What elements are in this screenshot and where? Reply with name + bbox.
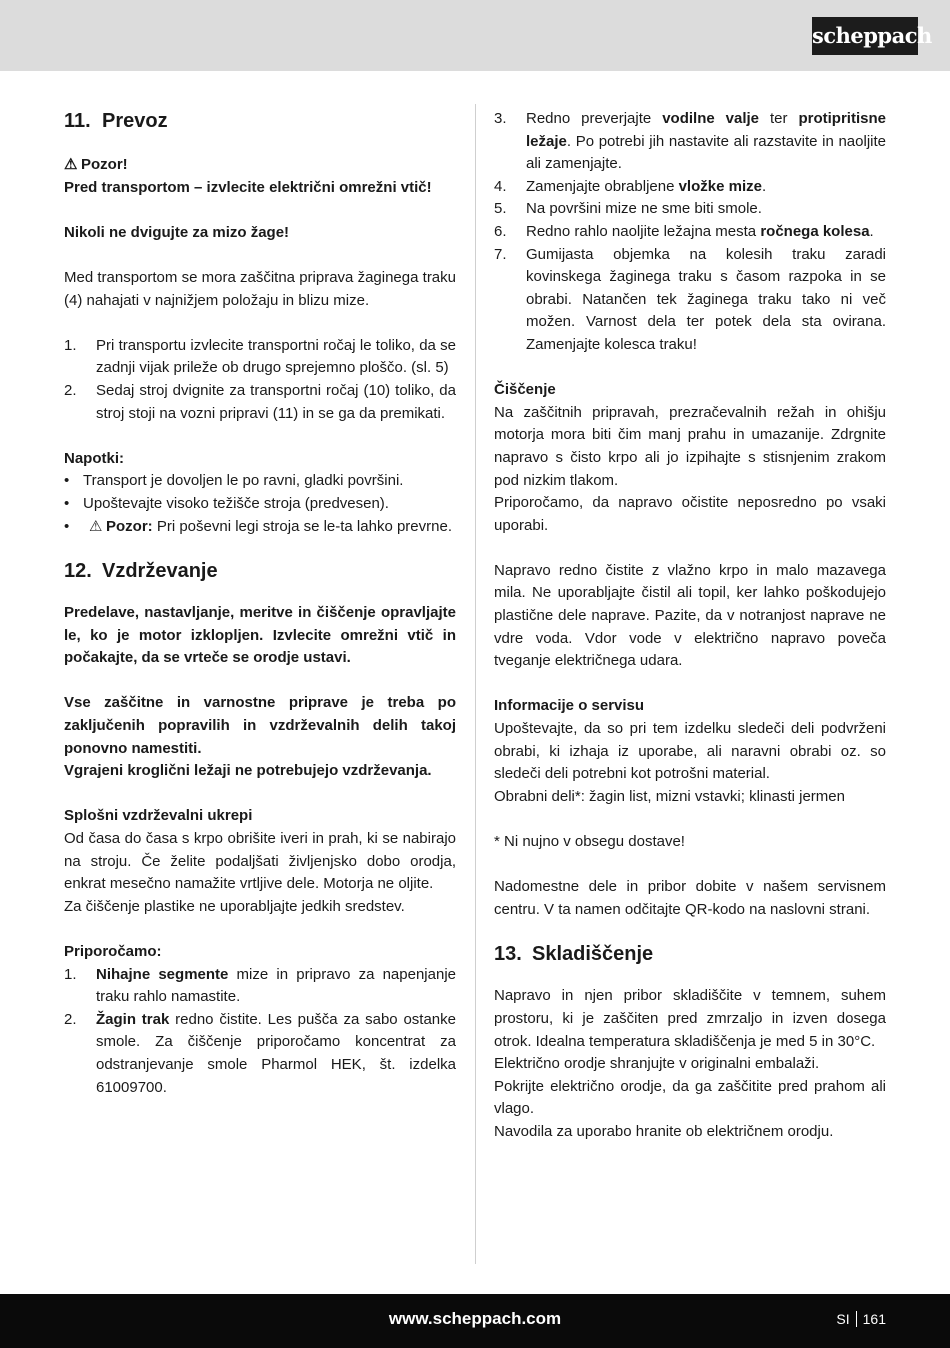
left-column: [64, 108, 456, 1099]
cleaning-text-1: Na zaščitnih pripravah, prezračevalnih režah in ohišju motorja mora biti čim manj prahu in umazanije. Zdrgnite napravo s čisto krpo ali jo izpihajte s stisnjenim zrakom pod nizkim tlakom.: [494, 403, 886, 489]
website-link[interactable]: www.scheppach.com: [388, 1309, 562, 1328]
spare-parts-text: Nadomestne dele in pribor dobite v našem servisnem centru. V ta namen odčitajte QR-kodo na naslovni strani.: [494, 878, 886, 918]
transport-steps: [64, 335, 456, 425]
list-item: 1. Pri transportu izvlecite transportni ročaj le toliko, da se zadnji vijak prileže ob drugo sprejemno ploščo. (sl. 5): [64, 336, 456, 377]
list-item: 1. Nihajne segmente mize in pripravo za napenjanje traku rahlo namastite.: [64, 965, 456, 1006]
wear-parts: Obrabni deli*: žagin list, mizni vstavki; klinasti jermen: [494, 787, 845, 805]
recommend-list-continued: [494, 108, 886, 357]
list-item: 2. Žagin trak redno čistite. Les pušča za sabo ostanke smole. Za čiščenje priporočamo koncentrat za odstranjevanje smole Pharmol HEK, št. izdelka 61009700.: [64, 1010, 456, 1096]
notes-title: Napotki:: [64, 449, 124, 467]
transport-intro: Med transportom se mora zaščitna priprava žaginega traku (4) nahajati v najnižjem položaju in blizu mize.: [64, 268, 456, 309]
never-lift-note: Nikoli ne dvigujte za mizo žage!: [64, 223, 290, 241]
warning-line: ⚠ Pozor!: [64, 154, 456, 177]
list-item: 5. Na površini mize ne sme biti smole.: [494, 200, 762, 218]
recommend-list: [64, 964, 456, 1100]
cleaning-title: Čiščenje: [494, 381, 556, 399]
maintenance-bold-note-2: Vse zaščitne in varnostne priprave je treba po zaključenih popravilih in vzdrževalnih delih takoj ponovno namestiti.: [64, 694, 456, 757]
column-divider: [475, 104, 476, 1264]
storage-text-1: Napravo in njen pribor skladiščite v temnem, suhem prostoru, ki je zaščiten pred zmrzaljo in izven dosega otrok. Idealna temperatura skladiščenja je med 5 in 30°C.: [494, 987, 886, 1050]
plastic-note: Za čiščenje plastike ne uporabljajte jedkih sredstev.: [64, 897, 405, 915]
warning-triangle-icon: ⚠: [64, 156, 78, 173]
notes-list: [64, 470, 456, 538]
cleaning-text-3: Napravo redno čistite z vlažno krpo in malo mazavega mila. Ne uporabljajte čistil ali topil, ker lahko poškodujejo plastične dele naprave. Pazite, da v notranjost naprave ne vdre voda. Vdor vode v električno napravo poveča tveganje električnega udara.: [494, 561, 886, 670]
page-num: 161: [862, 1311, 886, 1327]
list-item: • Upoštevajte visoko težišče stroja (predvesen).: [64, 494, 389, 512]
storage-text-4: Navodila za uporabo hranite ob električnem orodju.: [494, 1122, 834, 1140]
list-item: 6. Redno rahlo naoljite ležajna mesta ročnega kolesa.: [494, 222, 874, 240]
list-item: 3. Redno preverjajte vodilne valje ter protipritisne ležaje. Po potrebi jih nastavite ali razstavite in naoljite ali zamenjajte.: [494, 110, 886, 173]
brand-logo: scheppach: [812, 17, 918, 55]
recommend-title: Priporočamo:: [64, 943, 162, 960]
list-item: 7. Gumijasta objemka na kolesih traku zaradi kovinskega žaginega traku s časom razpoka in se obrabi. Natančen tek žaginega traku tako ni več možen. Varnost dela ter potek dela sta ovirana. Zamenjajte kolesca traku!: [494, 245, 886, 353]
header-bar: [0, 0, 950, 71]
footer-bar: [0, 1294, 950, 1348]
list-item: • Transport je dovoljen le po ravni, gladki površini.: [64, 472, 404, 490]
right-column: [494, 108, 886, 1144]
storage-text-2: Električno orodje shranjujte v originalni embalaži.: [494, 1055, 820, 1073]
general-maintenance-title: Splošni vzdrževalni ukrepi: [64, 807, 253, 825]
section-12-heading: 12. Vzdrževanje: [64, 560, 218, 583]
warning-triangle-icon: ⚠: [89, 517, 103, 535]
section-13-heading: 13. Skladiščenje: [494, 943, 654, 966]
maintenance-bold-note-1: Predelave, nastavljanje, meritve in čiščenje opravljajte le, ko je motor izklopljen. Izvlecite omrežni vtič in počakajte, da se vrteče se orodje ustavi.: [64, 604, 456, 667]
maintenance-bold-note-3: Vgrajeni kroglični ležaji ne potrebujejo vzdrževanja.: [64, 762, 432, 780]
storage-text-3: Pokrijte električno orodje, da ga zaščitite pred prahom ali vlago.: [494, 1077, 886, 1118]
list-item: • ⚠ Pozor: Pri poševni legi stroja se le-ta lahko prevrne.: [64, 516, 456, 539]
service-title: Informacije o servisu: [494, 697, 645, 715]
list-item: 4. Zamenjajte obrabljene vložke mize.: [494, 177, 767, 195]
service-text-1: Upoštevajte, da so pri tem izdelku sledeči deli podvrženi obrabi, ki izhaja iz uporabe, ali naravni obrabi oz. so sledeči deli potrebni kot potrošni material.: [494, 720, 886, 783]
language-code: SI: [836, 1311, 850, 1327]
delivery-note: * Ni nujno v obsegu dostave!: [494, 833, 685, 850]
page-number: [836, 1294, 886, 1344]
separator: [856, 1311, 857, 1327]
list-item: 2. Sedaj stroj dvignite za transportni ročaj (10) toliko, da stroj stoji na vozni pripravi (11) in se ga da premikati.: [64, 381, 456, 422]
warning-text: Pred transportom – izvlecite električni omrežni vtič!: [64, 178, 432, 196]
cleaning-text-2: Priporočamo, da napravo očistite neposredno po vsaki uporabi.: [494, 494, 886, 534]
general-maintenance-text: Od časa do časa s krpo obrišite iveri in prah, ki se nabirajo na stroju. Če želite podaljšati življenjsko dobo orodja, enkrat mesečno namažite vrtljive dele. Motorja ne oljite.: [64, 830, 456, 893]
section-11-heading: 11. Prevoz: [64, 110, 168, 132]
